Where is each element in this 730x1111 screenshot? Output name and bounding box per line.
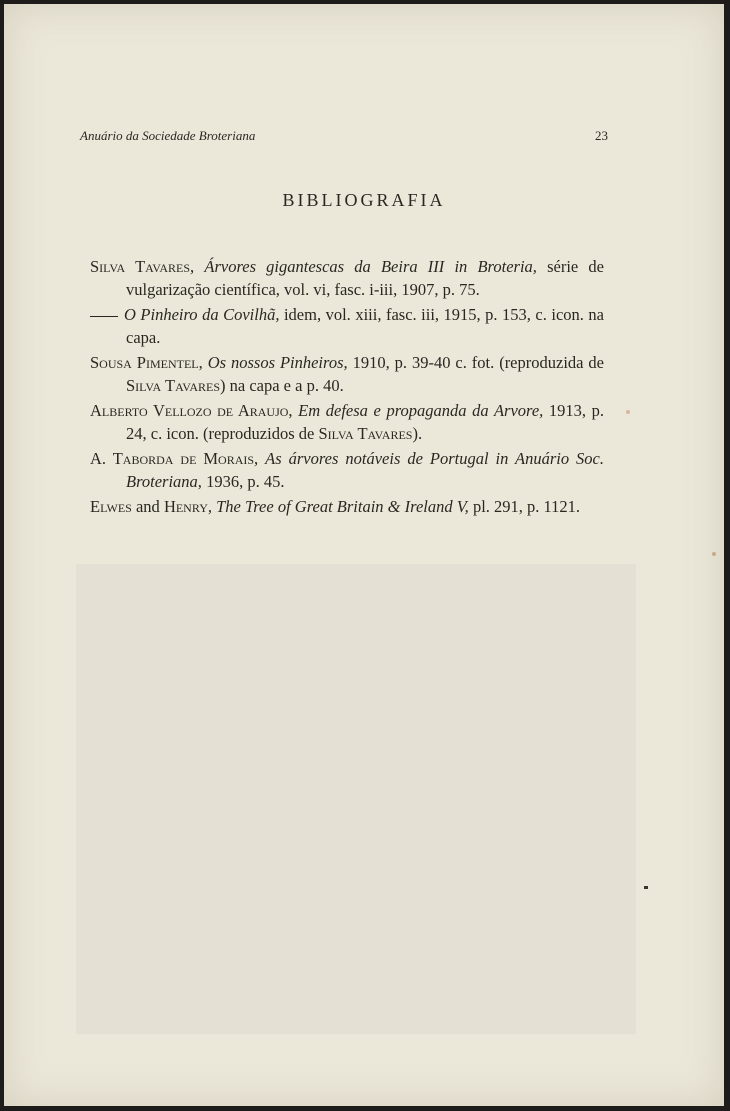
entry-author: Elwes: [90, 497, 132, 516]
entry-author-second: Henry,: [163, 497, 212, 516]
bibliography-entry: [90, 352, 604, 397]
entry-details: 1910, p. 39-40 c. fot. (reproduzida de: [352, 353, 605, 372]
running-title: Anuário da Sociedade Broteriana: [80, 128, 256, 143]
entry-title: Árvores gigantescas da Beira III in Broteria,: [204, 257, 537, 276]
bibliography-entry: [90, 304, 604, 349]
bibliography-entry: [90, 256, 604, 301]
entry-cited-author: Silva Tavares: [126, 375, 221, 395]
paper-speck: [644, 886, 648, 889]
entry-title: Os nossos Pinheiros,: [207, 353, 348, 372]
book-page: [4, 4, 724, 1106]
bibliography-entry: [90, 496, 604, 519]
ditto-dash: [90, 316, 118, 317]
page-number: 23: [595, 128, 608, 143]
bibliography-entry: [90, 400, 604, 445]
entry-details: série de vulgarização científica, vol. vi, fasc. i-iii, 1907, p. 75.: [126, 257, 604, 299]
entry-title: Em defesa e propaganda da Arvore,: [298, 401, 544, 420]
show-through-shadow: [76, 564, 636, 1034]
entry-author: Alberto Vellozo de Araujo,: [90, 401, 293, 420]
entry-title: As árvores notáveis de Portugal in Anuário Soc. Broteriana,: [126, 449, 604, 491]
entry-cited-author: Silva Tavares: [318, 423, 413, 443]
entry-conjunction: and: [135, 497, 160, 516]
entry-details: idem, vol. xiii, fasc. iii, 1915, p. 153, c. icon. na capa.: [126, 305, 605, 347]
entry-title: O Pinheiro da Covilhã,: [124, 305, 280, 324]
paper-speck: [712, 552, 716, 556]
entry-author: A. Taborda de Morais,: [90, 449, 259, 468]
entry-title: The Tree of Great Britain & Ireland V,: [216, 497, 469, 516]
entry-details-end: ) na capa e a p. 40.: [220, 375, 344, 395]
bibliography-entry: [90, 448, 604, 493]
entry-details-end: ).: [412, 423, 423, 443]
entry-details: 1913, p. 24, c. icon. (reproduzidos de: [126, 401, 605, 443]
entry-author: Sousa Pimentel,: [90, 353, 203, 372]
section-heading: BIBLIOGRAFIA: [282, 190, 446, 210]
running-head: [80, 128, 608, 148]
bibliography-list: [90, 256, 604, 522]
entry-author: Silva Tavares,: [90, 257, 195, 276]
paper-speck: [626, 410, 630, 414]
entry-details: pl. 291, p. 1121.: [472, 497, 581, 516]
entry-details: 1936, p. 45.: [206, 471, 285, 491]
